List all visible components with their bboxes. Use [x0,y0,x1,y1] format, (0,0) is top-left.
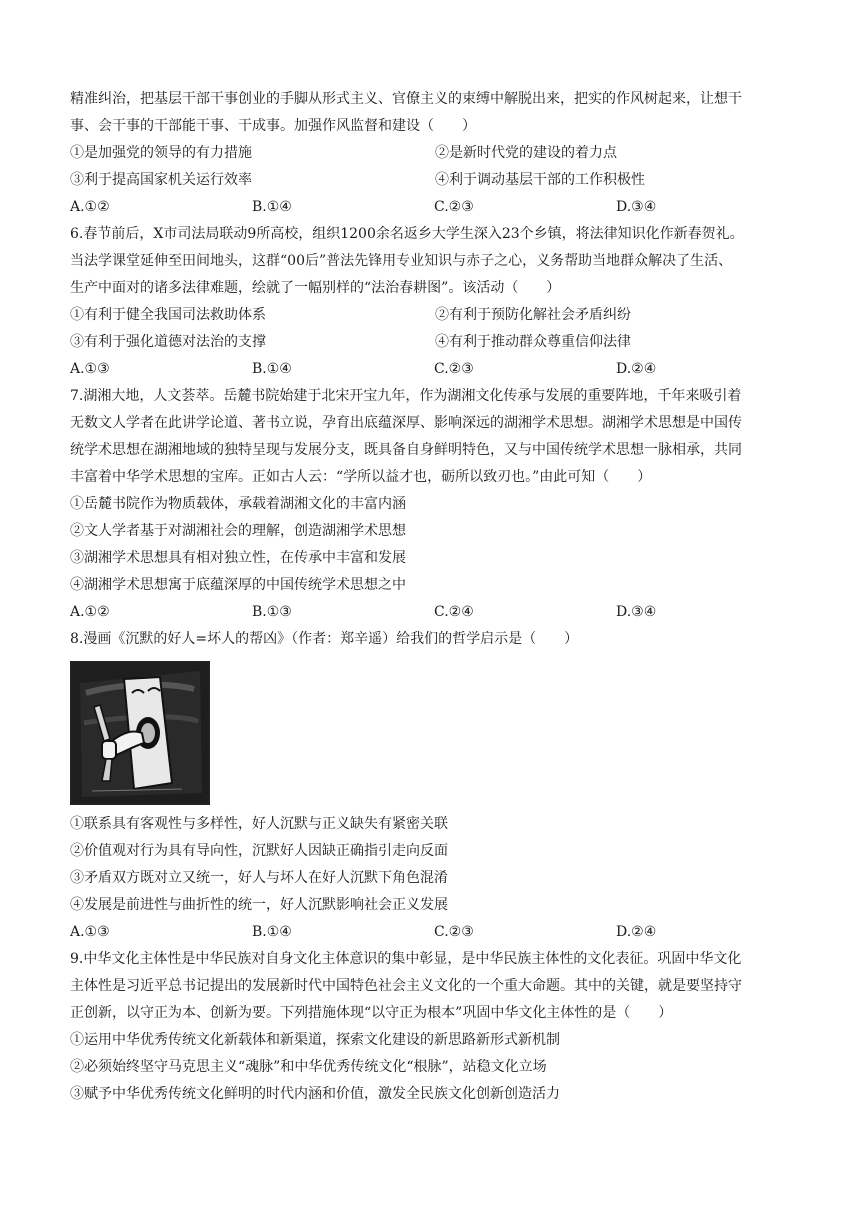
option-b: B.①④ [252,924,292,940]
statement: ④有利于推动群众尊重信仰法律 [435,334,631,350]
question-6 [70,221,800,383]
option-a: A.①② [70,604,110,620]
option-a: A.①③ [70,361,110,377]
option-c: C.②③ [434,924,474,940]
question-text: 无数文人学者在此讲学论道、著书立说，孕育出底蕴深厚、影响深远的湖湘学术思想。湖湘学术思想是中国传 [70,415,742,431]
question-text: 丰富着中华学术思想的宝库。正如古人云：“学所以益才也，砺所以致刃也。”由此可知（ ） [70,469,652,485]
statement: ④发展是前进性与曲折性的统一，好人沉默影响社会正义发展 [70,897,448,913]
question-text: 8.漫画《沉默的好人=坏人的帮凶》（作者：郑辛遥）给我们的哲学启示是（ ） [70,631,579,647]
option-d: D.③④ [616,604,657,620]
option-a: A.①③ [70,924,110,940]
question-text: 9.中华文化主体性是中华民族对自身文化主体意识的集中彰显，是中华民族主体性的文化表征。巩固中华文化 [70,951,742,967]
option-d: D.②④ [616,924,657,940]
question-8 [70,626,800,946]
question-text: 生产中面对的诸多法律难题，绘就了一幅别样的“法治春耕图”。该活动（ ） [70,280,561,296]
statement: ②文人学者基于对湖湘社会的理解，创造湖湘学术思想 [70,523,406,539]
statement-row [70,140,800,167]
question-text: 6.春节前后，X市司法局联动9所高校，组织1200余名返乡大学生深入23个乡镇，将法律知识化作新春贺礼。 [70,226,744,242]
question-text: 7.湖湘大地，人文荟萃。岳麓书院始建于北宋开宝九年，作为湖湘文化传承与发展的重要阵地，千年来吸引着 [70,388,742,404]
statement: ④利于调动基层干部的工作积极性 [435,172,645,188]
option-a: A.①② [70,199,110,215]
option-b: B.①③ [252,604,292,620]
statement: ②是新时代党的建设的着力点 [435,145,617,161]
statement: ③矛盾双方既对立又统一，好人与坏人在好人沉默下角色混淆 [70,870,448,886]
statement: ①是加强党的领导的有力措施 [70,145,252,161]
answer-options [70,919,800,946]
option-b: B.①④ [252,199,292,215]
statement: ③有利于强化道德对法治的支撑 [70,334,266,350]
statement: ③湖湘学术思想具有相对独立性，在传承中丰富和发展 [70,550,406,566]
answer-options [70,194,800,221]
option-c: C.②③ [434,199,474,215]
statement: ③赋予中华优秀传统文化鲜明的时代内涵和价值，激发全民族文化创新创造活力 [70,1086,560,1102]
statement: ②有利于预防化解社会矛盾纠纷 [435,307,631,323]
question-5 [70,86,800,221]
statement: ②价值观对行为具有导向性，沉默好人因缺正确指引走向反面 [70,843,448,859]
question-7 [70,383,800,626]
statement-row [70,302,800,329]
cartoon-illustration [72,663,208,803]
question-text: 当法学课堂延伸至田间地头，这群“00后”普法先锋用专业知识与赤子之心，义务帮助当地群众解决了生活、 [70,253,733,269]
cartoon-image [70,661,210,805]
question-text: 正创新，以守正为本、创新为要。下列措施体现“以守正为根本”巩固中华文化主体性的是（ ） [70,1005,673,1021]
question-text: 精准纠治，把基层干部干事创业的手脚从形式主义、官僚主义的束缚中解脱出来，把实的作风树起来，让想干 [70,91,742,107]
exam-page [70,86,800,1108]
statement: ①有利于健全我国司法救助体系 [70,307,266,323]
statement: ④湖湘学术思想寓于底蕴深厚的中国传统学术思想之中 [70,577,406,593]
question-text: 统学术思想在湖湘地域的独特呈现与发展分支，既具备自身鲜明特色，又与中国传统学术思想一脉相承，共同 [70,442,742,458]
statement: ③利于提高国家机关运行效率 [70,172,252,188]
statement: ①运用中华优秀传统文化新载体和新渠道，探索文化建设的新思路新形式新机制 [70,1032,560,1048]
statement-row [70,329,800,356]
statement: ①联系具有客观性与多样性，好人沉默与正义缺失有紧密关联 [70,816,448,832]
answer-options [70,356,800,383]
option-b: B.①④ [252,361,292,377]
option-c: C.②③ [434,361,474,377]
question-text: 主体性是习近平总书记提出的发展新时代中国特色社会主义文化的一个重大命题。其中的关键，就是要坚持守 [70,978,742,994]
statement-row [70,167,800,194]
question-text: 事、会干事的干部能干事、干成事。加强作风监督和建设（ ） [70,118,476,134]
question-9 [70,946,800,1108]
answer-options [70,599,800,626]
statement: ②必须始终坚守马克思主义“魂脉”和中华优秀传统文化“根脉”，站稳文化立场 [70,1059,547,1075]
statement: ①岳麓书院作为物质载体，承载着湖湘文化的丰富内涵 [70,496,406,512]
option-d: D.②④ [616,361,657,377]
option-c: C.②④ [434,604,474,620]
option-d: D.③④ [616,199,657,215]
